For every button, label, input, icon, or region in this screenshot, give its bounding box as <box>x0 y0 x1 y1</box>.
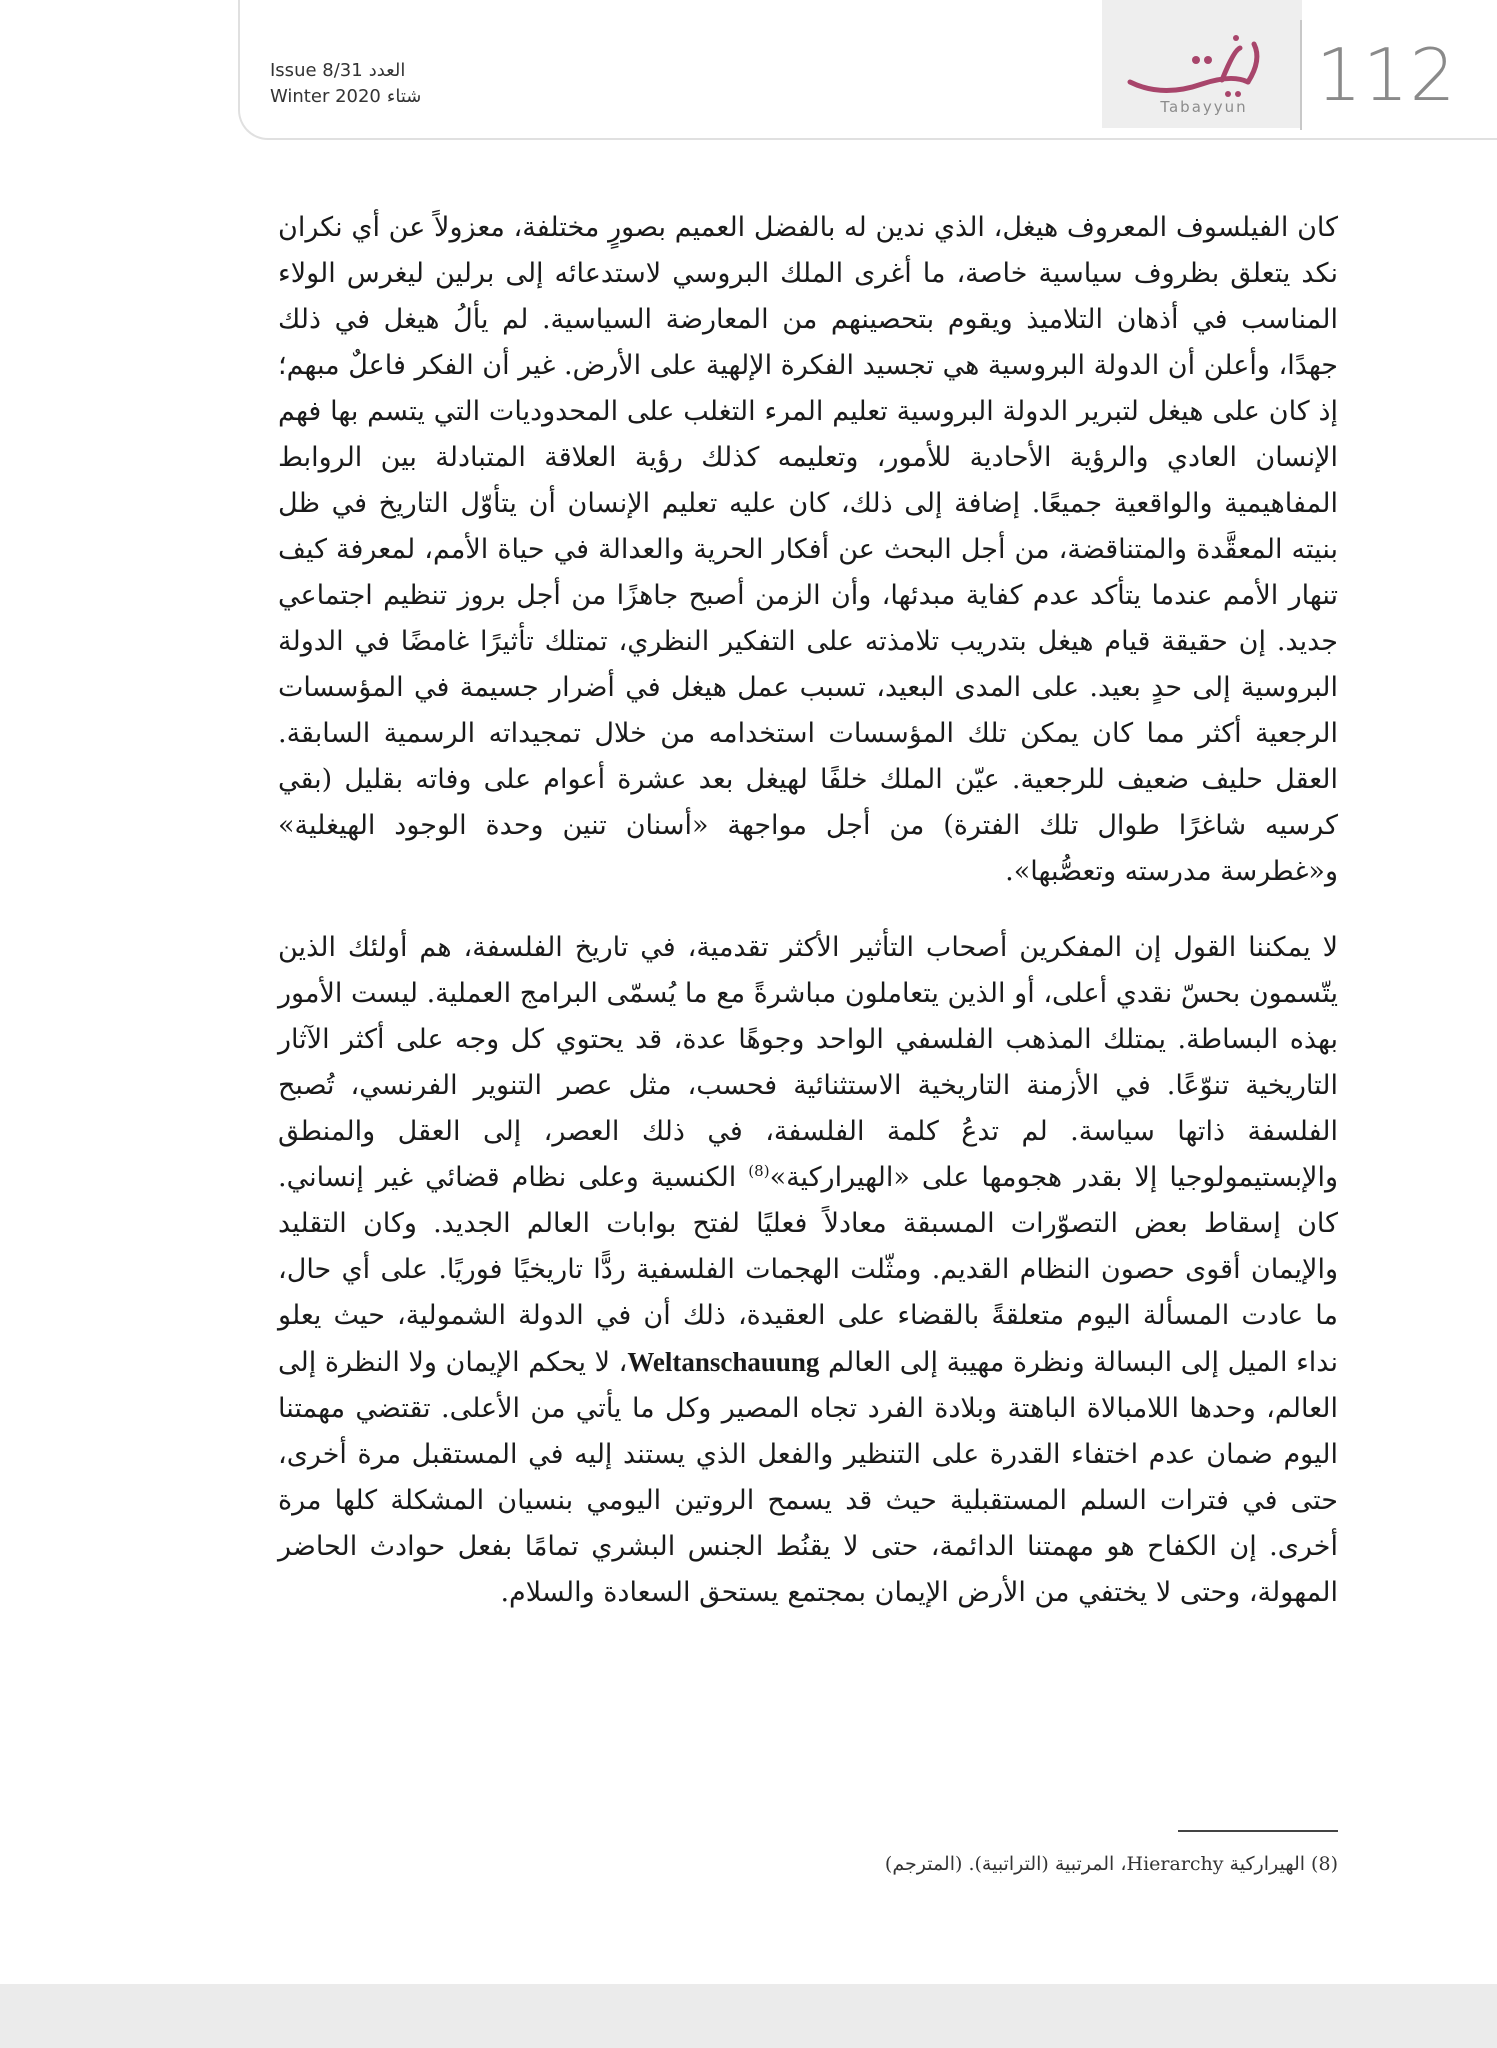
tabayyun-logo-icon <box>1122 30 1272 100</box>
paragraph-2 <box>278 925 1338 1616</box>
bottom-band <box>0 1984 1497 2048</box>
footnote: (8) الهيراركية Hierarchy، المرتبية (التراتبية). (المترجم) <box>884 1853 1338 1875</box>
issue-row <box>270 58 450 84</box>
page-number-divider <box>1300 20 1302 130</box>
footnote-divider <box>1178 1830 1338 1832</box>
page-number: 112 <box>1316 33 1457 117</box>
paragraph-2-part-2: الكنسية وعلى نظام قضائي غير إنساني. كان إسقاط بعض التصوّرات المسبقة معادلاً فعليًا لفتح بوابات العالم الجديد. وكان التقليد والإيمان أقوى حصون النظام القديم. ومثّلت الهجمات الفلسفية ردًّا تاريخيًا فوريًا. على أي حال، ما عادت المسألة اليوم متعلقةً بالقضاء على العقيدة، ذلك أن في الدولة الشمولية، حيث يعلو نداء الميل إلى البسالة ونظرة مهيبة إلى العالم <box>278 1162 1338 1378</box>
season-en: Winter 2020 <box>270 86 381 107</box>
season-ar: شتاء <box>386 86 422 107</box>
logo-latin-text: Tabayyun <box>1160 98 1248 116</box>
issue-ar: العدد <box>368 60 406 81</box>
article-body <box>278 205 1338 1646</box>
paragraph-2-part-3: ، لا يحكم الإيمان ولا النظرة إلى العالم، وحدها اللامبالاة الباهتة وبلادة الفرد تجاه المصير وكل ما يأتي من الأعلى. تقتضي مهمتنا اليوم ضمان عدم اختفاء القدرة على التنظير والفعل الذي يستند إليه في المستقبل مرة أخرى، حتى في فترات السلم المستقبلية حيث قد يسمح الروتين اليومي بنسيان المشكلة كلها مرة أخرى. إن الكفاح هو مهمتنا الدائمة، حتى لا يقنُط الجنس البشري تمامًا بفعل حوادث الحاضر المهولة، وحتى لا يختفي من الأرض الإيمان بمجتمع يستحق السعادة والسلام. <box>278 1347 1339 1608</box>
paragraph-1: كان الفيلسوف المعروف هيغل، الذي ندين له بالفضل العميم بصورٍ مختلفة، معزولاً عن أي نكران نكد يتعلق بظروف سياسية خاصة، ما أغرى الملك البروسي لاستدعائه إلى برلين ليغرس الولاء المناسب في أذهان التلاميذ ويقوم بتحصينهم من المعارضة السياسية. لم يألُ هيغل في ذلك جهدًا، وأعلن أن الدولة البروسية هي تجسيد الفكرة الإلهية على الأرض. غير أن الفكر فاعلٌ مبهم؛ إذ كان على هيغل لتبرير الدولة البروسية تعليم المرء التغلب على المحدوديات التي يتسم بها فهم الإنسان العادي والرؤية الأحادية للأمور، وتعليمه كذلك رؤية العلاقة المتبادلة بين الروابط المفاهيمية والواقعية جميعًا. إضافة إلى ذلك، كان عليه تعليم الإنسان أن يتأوّل التاريخ في ظل بنيته المعقَّدة والمتناقضة، من أجل البحث عن أفكار الحرية والعدالة في حياة الأمم، لمعرفة كيف تنهار الأمم عندما يتأكد عدم كفاية مبدئها، وأن الزمن أصبح جاهزًا من أجل بروز تنظيم اجتماعي جديد. إن حقيقة قيام هيغل بتدريب تلامذته على التفكير النظري، تمتلك تأثيرًا غامضًا في الدولة البروسية إلى حدٍ بعيد. على المدى البعيد، تسبب عمل هيغل في أضرار جسيمة في المؤسسات الرجعية أكثر مما كان يمكن تلك المؤسسات استخدامه من خلال تمجيداته الرسمية السابقة. العقل حليف ضعيف للرجعية. عيّن الملك خلفًا لهيغل بعد عشرة أعوام على وفاته بقليل (بقي كرسيه شاغرًا طوال تلك الفترة) من أجل مواجهة «أسنان تنين وحدة الوجود الهيغلية» و«غطرسة مدرسته وتعصُّبها». <box>278 212 1338 887</box>
footnote-reference[interactable]: (8) <box>748 1162 770 1180</box>
issue-en: Issue 8/31 <box>270 60 363 81</box>
season-row <box>270 84 450 110</box>
issue-info <box>270 58 450 110</box>
paragraph-2-latin-term: Weltanschauung <box>627 1347 820 1377</box>
paragraph-2-part-1: لا يمكننا القول إن المفكرين أصحاب التأثير الأكثر تقدمية، في تاريخ الفلسفة، هم أولئك الذين يتّسمون بحسّ نقدي أعلى، أو الذين يتعاملون مباشرةً مع ما يُسمّى البرامج العملية. ليست الأمور بهذه البساطة. يمتلك المذهب الفلسفي الواحد وجوهًا عدة، قد يحتوي كل وجه على أكثر الآثار التاريخية تنوّعًا. في الأزمنة التاريخية الاستثنائية فحسب، مثل عصر التنوير الفرنسي، تُصبح الفلسفة ذاتها سياسة. لم تدعُ كلمة الفلسفة، في ذلك العصر، إلى العقل والمنطق والإبستيمولوجيا إلا بقدر هجومها على «الهيراركية» <box>278 932 1338 1193</box>
